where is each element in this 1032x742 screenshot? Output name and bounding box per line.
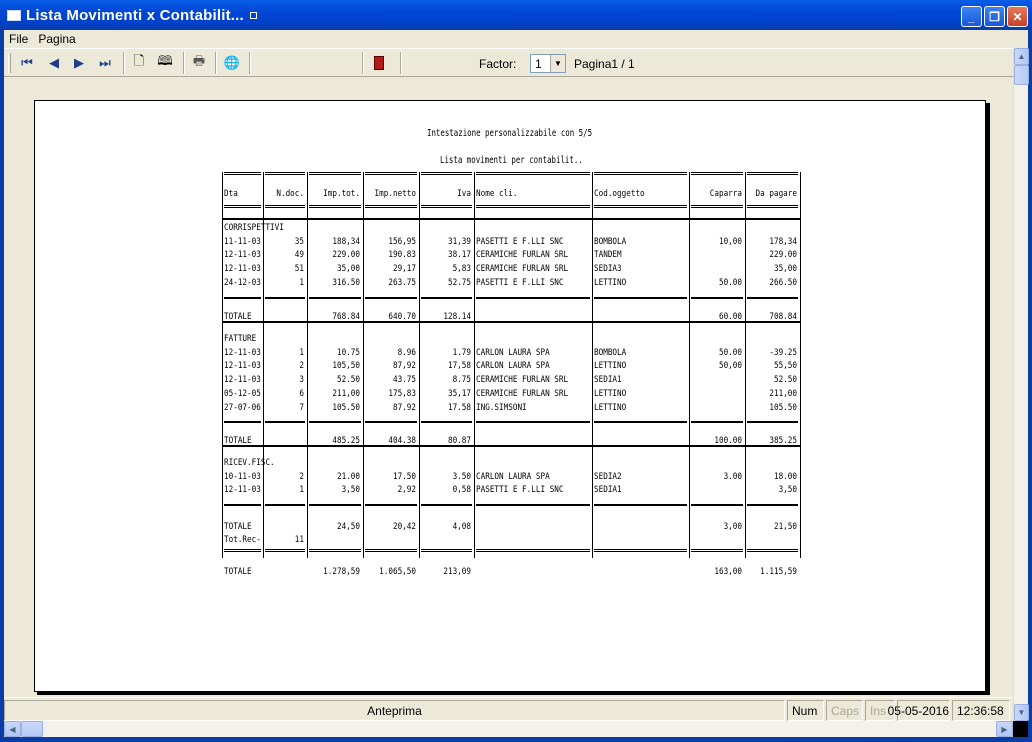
table-cell: 188,34 xyxy=(332,236,360,247)
table-rule xyxy=(309,297,361,299)
total-cell: 60.00 xyxy=(718,311,742,322)
table-rule xyxy=(747,172,798,175)
table-cell: 10,00 xyxy=(718,236,742,247)
table-rule xyxy=(747,421,798,423)
table-cell: 266.50 xyxy=(769,277,797,288)
total-cell: TOTALE xyxy=(224,522,252,533)
table-cell: 12-11-03 xyxy=(224,250,261,261)
restore-button[interactable]: ❐ xyxy=(984,6,1005,27)
table-cell: 2,92 xyxy=(397,485,416,496)
table-rule xyxy=(594,172,687,175)
table-cell: 87,92 xyxy=(392,361,416,372)
window-right-border xyxy=(1028,30,1032,737)
table-cell: 175,83 xyxy=(388,388,416,399)
title-bar[interactable] xyxy=(0,0,1032,30)
total-cell: 128.14 xyxy=(443,311,471,322)
print-icon[interactable]: 🖶 xyxy=(192,53,206,68)
total-cell: 21,50 xyxy=(773,522,797,533)
scroll-right-icon[interactable]: ▶ xyxy=(996,721,1013,737)
first-page-icon[interactable]: ⏮ xyxy=(21,55,33,70)
table-cell: CERAMICHE FURLAN SRL xyxy=(476,264,569,275)
table-rule xyxy=(265,549,305,552)
toolbar xyxy=(4,48,1013,77)
close-button[interactable]: ✕ xyxy=(1007,6,1028,27)
scroll-left-icon[interactable]: ◀ xyxy=(4,721,21,737)
table-cell: 190.83 xyxy=(388,250,416,261)
scroll-down-icon[interactable]: ▼ xyxy=(1014,704,1029,721)
table-rule xyxy=(747,549,798,552)
column-header: Imp.tot. xyxy=(323,189,360,199)
table-cell: 1 xyxy=(299,347,304,358)
table-column-rule xyxy=(745,172,746,558)
scroll-up-icon[interactable]: ▲ xyxy=(1014,48,1029,65)
column-header: N.doc. xyxy=(276,189,304,199)
report-header: Intestazione personalizzabile con 5/5 xyxy=(427,128,593,139)
total-cell: 485.25 xyxy=(332,436,360,447)
table-rule xyxy=(594,421,687,423)
factor-label: Factor: xyxy=(479,57,517,71)
table-cell: 38.17 xyxy=(447,250,471,261)
table-cell: 50,00 xyxy=(718,361,742,372)
table-rule xyxy=(265,205,305,208)
column-header: Iva xyxy=(457,189,471,199)
menu-bar xyxy=(4,30,1028,48)
prev-page-icon[interactable]: ◀ xyxy=(49,55,59,70)
table-cell: 5,83 xyxy=(452,264,471,275)
table-cell: 211,00 xyxy=(332,388,360,399)
table-cell: 10.75 xyxy=(336,347,360,358)
table-cell: BOMBOLA xyxy=(594,236,627,247)
table-cell: 1.79 xyxy=(452,347,471,358)
total-cell: 20,42 xyxy=(392,522,416,533)
table-rule xyxy=(421,504,472,506)
minimize-button[interactable]: _ xyxy=(961,6,982,27)
grand-total-cell: 1.278,59 xyxy=(323,567,360,577)
total-cell: TOTALE xyxy=(224,436,252,447)
status-date: 05-05-2016 xyxy=(897,700,950,721)
toolbar-separator xyxy=(123,52,125,74)
table-cell: 229.00 xyxy=(332,250,360,261)
total-cell: 3,00 xyxy=(723,522,742,533)
status-ins: Ins xyxy=(865,700,895,721)
status-num: Num xyxy=(787,700,824,721)
table-rule xyxy=(691,421,743,423)
table-rule xyxy=(224,421,261,423)
horizontal-scroll-thumb[interactable] xyxy=(21,721,43,737)
table-cell: 12-11-03 xyxy=(224,375,261,386)
table-rule xyxy=(421,549,472,552)
total-cell: 708.84 xyxy=(769,311,797,322)
table-rule xyxy=(365,172,417,175)
table-cell: 18.00 xyxy=(773,471,797,482)
toolbar-separator xyxy=(183,52,185,74)
table-cell: PASETTI E F.LLI SNC xyxy=(476,236,564,247)
table-cell: LETTINO xyxy=(594,388,627,399)
table-cell: 1 xyxy=(299,277,304,288)
table-cell: 8.75 xyxy=(452,375,471,386)
section-title: RICEV.FISC. xyxy=(224,458,275,468)
table-column-rule xyxy=(689,172,690,558)
table-cell: 87.92 xyxy=(392,402,416,413)
toolbar-separator xyxy=(249,52,251,74)
table-rule xyxy=(476,172,590,175)
table-rule xyxy=(691,297,743,299)
status-caps: Caps xyxy=(826,700,863,721)
table-rule xyxy=(365,504,417,506)
table-cell: 3,50 xyxy=(341,485,360,496)
table-cell: 12-11-03 xyxy=(224,347,261,358)
exit-door-icon[interactable] xyxy=(368,53,390,73)
table-cell: 3,50 xyxy=(778,485,797,496)
table-cell: 50.00 xyxy=(718,347,742,358)
table-rule xyxy=(309,172,361,175)
table-cell: 51 xyxy=(294,264,304,275)
total-cell: 768.84 xyxy=(332,311,360,322)
table-column-rule xyxy=(363,172,364,558)
title-marker-icon xyxy=(250,12,257,19)
table-cell: 3.50 xyxy=(452,471,471,482)
page-indicator: Pagina1 / 1 xyxy=(574,57,635,71)
table-cell: 50.00 xyxy=(718,277,742,288)
factor-value: 1 xyxy=(535,57,542,71)
table-cell: 35,00 xyxy=(336,264,360,275)
column-header: Da pagare xyxy=(755,189,797,199)
table-rule xyxy=(224,172,261,175)
table-cell: 2 xyxy=(299,361,304,372)
table-cell: SEDIA1 xyxy=(594,485,622,496)
table-cell: 105,50 xyxy=(332,361,360,372)
table-rule xyxy=(309,421,361,423)
table-cell: 2 xyxy=(299,471,304,482)
total-cell: 24,50 xyxy=(336,522,360,533)
table-cell: 3.00 xyxy=(723,471,742,482)
table-rule xyxy=(224,549,261,552)
window-title: Lista Movimenti x Contabilit... xyxy=(26,6,244,24)
table-cell: 05-12-05 xyxy=(224,388,261,399)
section-title: FATTURE xyxy=(224,334,257,344)
table-cell: 12-11-03 xyxy=(224,485,261,496)
table-cell: 0,58 xyxy=(452,485,471,496)
column-header: Caparra xyxy=(709,189,742,199)
table-cell: 263.75 xyxy=(388,277,416,288)
table-rule xyxy=(691,205,743,208)
table-rule xyxy=(224,205,261,208)
table-rule xyxy=(594,549,687,552)
table-cell: SEDIA2 xyxy=(594,471,622,482)
table-cell: LETTINO xyxy=(594,277,627,288)
table-cell: PASETTI E F.LLI SNC xyxy=(476,277,564,288)
table-column-rule xyxy=(800,172,801,558)
export-icon[interactable]: 🌐 xyxy=(223,55,241,70)
table-rule xyxy=(691,504,743,506)
table-cell: 21.00 xyxy=(336,471,360,482)
table-cell: 12-11-03 xyxy=(224,264,261,275)
two-pages-icon[interactable]: 🕮 xyxy=(157,53,173,68)
grand-total-cell: TOTALE xyxy=(224,567,252,577)
table-cell: ING.SIMSONI xyxy=(476,402,527,413)
table-column-rule xyxy=(222,172,223,558)
table-rule xyxy=(691,172,743,175)
table-rule xyxy=(476,297,590,299)
table-cell: 17.50 xyxy=(392,471,416,482)
chevron-down-icon[interactable]: ▼ xyxy=(550,55,565,72)
table-rule xyxy=(222,321,801,323)
table-rule xyxy=(265,504,305,506)
table-cell: 105.50 xyxy=(332,402,360,413)
table-cell: CARLON LAURA SPA xyxy=(476,471,550,482)
status-bar xyxy=(4,697,1013,721)
table-cell: 35 xyxy=(294,236,304,247)
table-cell: BOMBOLA xyxy=(594,347,627,358)
column-header: Dta xyxy=(224,189,238,199)
table-cell: SEDIA3 xyxy=(594,264,622,275)
table-cell: LETTINO xyxy=(594,361,627,372)
total-cell: 4,08 xyxy=(452,522,471,533)
table-column-rule xyxy=(419,172,420,558)
table-rule xyxy=(421,205,472,208)
table-cell: 156,95 xyxy=(388,236,416,247)
menu-file[interactable]: File xyxy=(9,32,29,46)
table-rule xyxy=(265,297,305,299)
total-cell: 404.38 xyxy=(388,436,416,447)
table-cell: 178,34 xyxy=(769,236,797,247)
table-rule xyxy=(224,504,261,506)
table-rule xyxy=(594,205,687,208)
toolbar-separator xyxy=(362,52,364,74)
table-cell: 24-12-03 xyxy=(224,277,261,288)
report-subheader: Lista movimenti per contabilit.. xyxy=(440,155,583,166)
table-cell: SEDIA1 xyxy=(594,375,622,386)
app-icon xyxy=(7,10,21,21)
table-rule xyxy=(594,297,687,299)
status-time: 12:36:58 xyxy=(952,700,1010,721)
total-cell: TOTALE xyxy=(224,311,252,322)
table-cell: CARLON LAURA SPA xyxy=(476,347,550,358)
table-column-rule xyxy=(307,172,308,558)
table-rule xyxy=(222,218,801,220)
table-rule xyxy=(421,421,472,423)
table-rule xyxy=(265,421,305,423)
table-rule xyxy=(365,297,417,299)
table-rule xyxy=(476,504,590,506)
table-rule xyxy=(747,205,798,208)
horizontal-scrollbar[interactable] xyxy=(4,721,1013,737)
tot-rec-value: 11 xyxy=(294,535,304,546)
toolbar-grip[interactable] xyxy=(8,53,11,73)
table-cell: 49 xyxy=(294,250,304,261)
table-cell: 17.58 xyxy=(447,402,471,413)
table-rule xyxy=(476,205,590,208)
table-cell: PASETTI E F.LLI SNC xyxy=(476,485,564,496)
table-cell: CERAMICHE FURLAN SRL xyxy=(476,388,569,399)
table-rule xyxy=(365,421,417,423)
table-cell: 12-11-03 xyxy=(224,361,261,372)
table-rule xyxy=(309,549,361,552)
grand-total-cell: 213,09 xyxy=(443,567,471,577)
toolbar-separator xyxy=(215,52,217,74)
last-page-icon[interactable]: ⏭ xyxy=(99,55,111,70)
next-page-icon[interactable]: ▶ xyxy=(74,55,84,70)
grand-total-cell: 1.115,59 xyxy=(760,567,797,577)
table-rule xyxy=(747,504,798,506)
table-rule xyxy=(222,445,801,447)
table-cell: 316.50 xyxy=(332,277,360,288)
table-cell: 1 xyxy=(299,485,304,496)
vertical-scrollbar[interactable] xyxy=(1013,48,1028,721)
column-header: Nome cli. xyxy=(476,189,518,199)
table-cell: 7 xyxy=(299,402,304,413)
table-cell: 29,17 xyxy=(392,264,416,275)
table-column-rule xyxy=(592,172,593,558)
table-cell: 52.50 xyxy=(336,375,360,386)
grand-total-cell: 1.065,50 xyxy=(379,567,416,577)
table-cell: 31,39 xyxy=(447,236,471,247)
tot-rec-label: Tot.Rec- xyxy=(224,535,261,546)
table-rule xyxy=(594,504,687,506)
total-cell: 100.00 xyxy=(714,436,742,447)
table-rule xyxy=(747,297,798,299)
table-rule xyxy=(365,205,417,208)
table-cell: 17,58 xyxy=(447,361,471,372)
menu-pagina[interactable]: Pagina xyxy=(38,32,76,46)
factor-select[interactable] xyxy=(530,54,566,73)
vertical-scroll-thumb[interactable] xyxy=(1014,65,1029,85)
table-cell: 211,00 xyxy=(769,388,797,399)
table-cell: 8.96 xyxy=(397,347,416,358)
table-rule xyxy=(309,504,361,506)
table-cell: CERAMICHE FURLAN SRL xyxy=(476,250,569,261)
table-rule xyxy=(691,549,743,552)
grand-total-cell: 163,00 xyxy=(714,567,742,577)
table-rule xyxy=(265,172,305,175)
table-rule xyxy=(476,549,590,552)
total-cell: 640.70 xyxy=(388,311,416,322)
table-cell: 35,00 xyxy=(773,264,797,275)
table-cell: 55,50 xyxy=(773,361,797,372)
table-rule xyxy=(365,549,417,552)
table-cell: -39.25 xyxy=(769,347,797,358)
total-cell: 385.25 xyxy=(769,436,797,447)
table-cell: 11-11-03 xyxy=(224,236,261,247)
table-cell: 229.00 xyxy=(769,250,797,261)
table-cell: 43.75 xyxy=(392,375,416,386)
table-column-rule xyxy=(474,172,475,558)
table-cell: LETTINO xyxy=(594,402,627,413)
column-header: Cod.oggetto xyxy=(594,189,645,199)
table-cell: CARLON LAURA SPA xyxy=(476,361,550,372)
table-cell: 52.50 xyxy=(773,375,797,386)
table-cell: CERAMICHE FURLAN SRL xyxy=(476,375,569,386)
column-header: Imp.netto xyxy=(374,189,416,199)
table-cell: 3 xyxy=(299,375,304,386)
total-cell: 80.87 xyxy=(447,436,471,447)
table-rule xyxy=(309,205,361,208)
table-cell: 6 xyxy=(299,388,304,399)
table-cell: TANDEM xyxy=(594,250,622,261)
status-mode: Anteprima xyxy=(4,700,785,721)
table-cell: 35,17 xyxy=(447,388,471,399)
table-cell: 10-11-03 xyxy=(224,471,261,482)
table-rule xyxy=(421,172,472,175)
table-rule xyxy=(421,297,472,299)
section-title: CORRISPETTIVI xyxy=(224,223,284,233)
window-bottom-border xyxy=(0,737,1032,742)
toolbar-separator xyxy=(400,52,402,74)
table-rule xyxy=(224,297,261,299)
table-rule xyxy=(476,421,590,423)
table-cell: 105.50 xyxy=(769,402,797,413)
single-page-icon[interactable]: 🗋 xyxy=(133,53,145,68)
table-cell: 27-07-06 xyxy=(224,402,261,413)
table-cell: 52.75 xyxy=(447,277,471,288)
